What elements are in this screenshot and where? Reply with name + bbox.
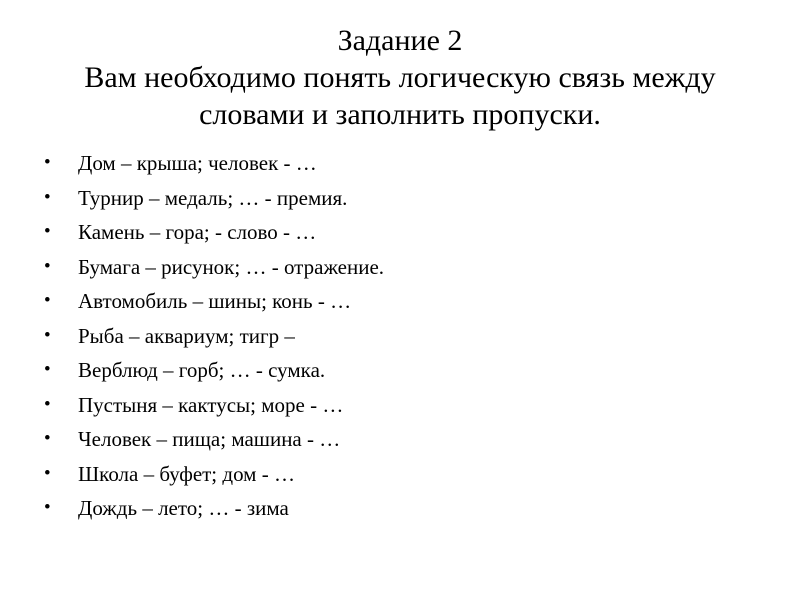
- title-line-1: Задание 2: [337, 24, 463, 57]
- list-item: [44, 181, 764, 216]
- bullet-icon: •: [44, 290, 51, 311]
- slide-title: [40, 22, 760, 133]
- task-list: [44, 146, 764, 526]
- list-item: [44, 284, 764, 319]
- bullet-icon: •: [44, 462, 51, 484]
- list-item: [44, 457, 764, 492]
- list-item-text: Верблюд – горб; … - сумка.: [78, 358, 326, 382]
- list-item: [44, 146, 764, 181]
- bullet-icon: •: [44, 186, 51, 208]
- bullet-icon: •: [44, 255, 51, 277]
- list-item-text: Рыба – аквариум; тигр –: [78, 323, 295, 348]
- list-item-text: Дом – крыша; человек - …: [78, 151, 317, 175]
- bullet-icon: •: [44, 497, 51, 518]
- list-item-text: Автомобиль – шины; конь - …: [78, 289, 352, 313]
- list-item: [44, 388, 764, 423]
- bullet-icon: •: [44, 324, 51, 346]
- list-item: [44, 353, 764, 388]
- bullet-icon: •: [44, 393, 51, 415]
- list-item-text: Человек – пища; машина - …: [78, 427, 341, 451]
- list-item: [44, 215, 764, 250]
- bullet-icon: •: [44, 359, 51, 380]
- bullet-icon: •: [44, 221, 51, 242]
- title-line-2: Вам необходимо понять логическую связь между: [84, 61, 716, 94]
- list-item-text: Камень – гора; - слово - …: [78, 220, 317, 244]
- list-item: [44, 491, 764, 526]
- list-item-text: Дождь – лето; … - зима: [78, 496, 289, 520]
- list-item-text: Турнир – медаль; … - премия.: [78, 185, 348, 210]
- bullet-icon: •: [44, 428, 51, 449]
- list-item-text: Пустыня – кактусы; море - …: [78, 392, 344, 417]
- list-item: [44, 422, 764, 457]
- list-item-text: Школа – буфет; дом - …: [78, 461, 295, 486]
- list-item: [44, 319, 764, 354]
- title-line-3: словами и заполнить пропуски.: [199, 98, 601, 131]
- list-item-text: Бумага – рисунок; … - отражение.: [78, 254, 385, 279]
- list-item: [44, 250, 764, 285]
- bullet-icon: •: [44, 152, 51, 173]
